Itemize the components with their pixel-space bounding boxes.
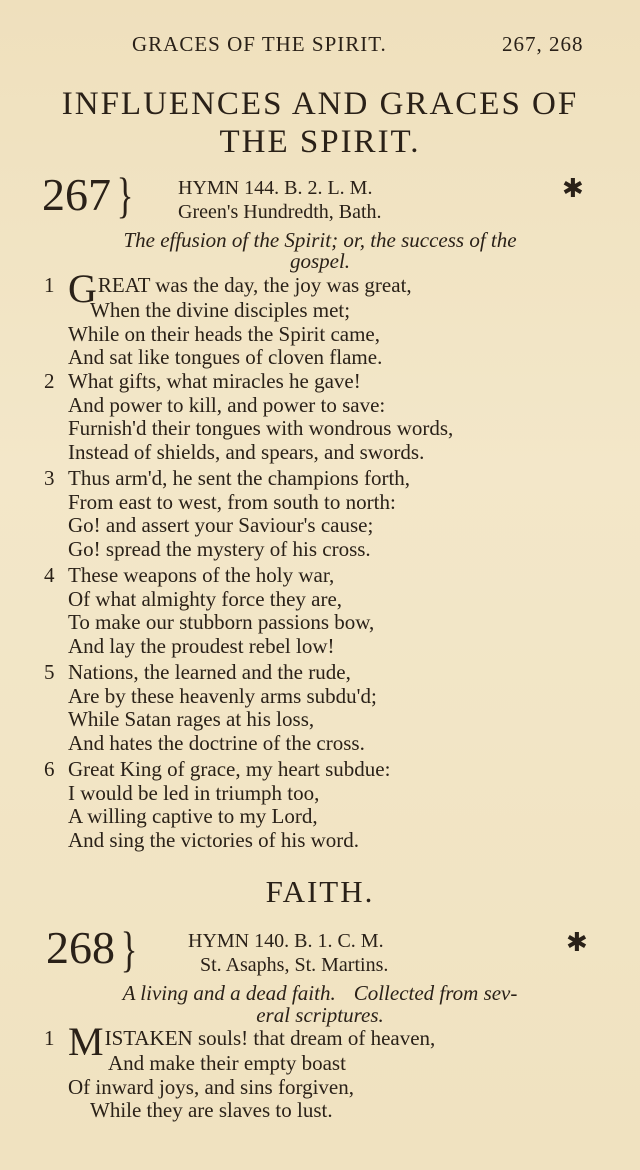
verse-line: From east to west, from south to north:	[68, 489, 396, 514]
hymn-267-stanza-3	[44, 467, 614, 561]
verse-line: Of what almighty force they are,	[68, 586, 343, 611]
hymn-267-subtitle: The effusion of the Spirit; or, the success of the	[123, 228, 517, 252]
verse-line: REAT was the day, the joy was great,	[97, 273, 412, 297]
verse-line: I would be led in triumph too,	[68, 780, 320, 805]
verse-line: To make our stubborn passions bow,	[68, 610, 375, 634]
stanza-number: 3	[44, 466, 55, 490]
hymn-267-brace: }	[116, 167, 134, 223]
hymn-267-meta-line1: HYMN 144. B. 2. L. M.	[178, 177, 373, 199]
verse-line: Go! spread the mystery of his cross.	[68, 536, 371, 561]
verse-line: Furnish'd their tongues with wondrous words,	[68, 416, 454, 440]
verse-line: And sat like tongues of cloven flame.	[68, 345, 383, 369]
section-title-faith: FAITH.	[265, 874, 375, 909]
hymn-268-number: 268	[46, 922, 115, 973]
verse-line: Great King of grace, my heart subdue:	[68, 757, 391, 781]
verse-line: Are by these heavenly arms subdu'd;	[68, 683, 377, 708]
verse-line: Go! and assert your Saviour's cause;	[68, 513, 374, 537]
section-title-influences-line2: THE SPIRIT.	[219, 124, 421, 160]
hymn-267-stanza-5	[44, 661, 614, 755]
verse-line: And make their empty boast	[108, 1051, 346, 1075]
section-title-influences: INFLUENCES AND GRACES OF	[61, 86, 579, 122]
verse-line: Instead of shields, and spears, and swords.	[68, 439, 425, 464]
verse-line: While on their heads the Spirit came,	[68, 321, 380, 346]
hymn-267-stanza-6	[44, 758, 614, 852]
hymn-268-subtitle-line2: eral scriptures.	[256, 1003, 384, 1027]
verse-line: A willing captive to my Lord,	[68, 804, 318, 828]
verse-line: What gifts, what miracles he gave!	[68, 369, 361, 393]
asterism-mark-icon: ✱	[562, 174, 584, 204]
hymn-268-tune-line: St. Asaphs, St. Martins.	[200, 954, 389, 976]
drop-cap: M	[68, 1019, 104, 1064]
hymn-267-number: 267	[42, 169, 111, 220]
hymn-268-brace: }	[120, 921, 138, 977]
stanza-number: 1	[44, 1026, 55, 1050]
verse-line: When the divine disciples met;	[90, 298, 351, 322]
hymn-268-meta-line1: HYMN 140. B. 1. C. M.	[188, 930, 384, 952]
hymn-268-subtitle-part2: Collected from sev-	[353, 981, 518, 1005]
running-head-title: GRACES OF THE SPIRIT.	[132, 32, 387, 56]
hymn-267-tune-line: Green's Hundredth, Bath.	[178, 201, 382, 223]
hymn-268-stanza-1	[44, 1019, 614, 1123]
verse-line: While they are slaves to lust.	[90, 1098, 333, 1122]
stanza-number: 5	[44, 660, 55, 684]
hymn-268-subtitle	[40, 982, 600, 1004]
verse-line: And sing the victories of his word.	[68, 827, 360, 852]
verse-line: And hates the doctrine of the cross.	[68, 730, 365, 755]
asterism-mark-icon: ✱	[566, 928, 588, 958]
stanza-number: 1	[44, 273, 55, 297]
verse-line: ISTAKEN souls! that dream of heaven,	[104, 1026, 436, 1050]
verse-line: And power to kill, and power to save:	[68, 392, 386, 417]
verse-line: These weapons of the holy war,	[68, 563, 335, 587]
stanza-number: 4	[44, 563, 55, 587]
hymn-267-stanza-2	[44, 370, 614, 464]
verse-line: Of inward joys, and sins forgiven,	[68, 1074, 354, 1099]
hymn-268-subtitle-part1: A living and a dead faith.	[122, 981, 336, 1005]
hymn-267-stanza-1	[44, 266, 614, 370]
stanza-number: 2	[44, 369, 55, 393]
verse-line: While Satan rages at his loss,	[68, 707, 315, 731]
drop-cap: G	[68, 266, 97, 311]
running-head-page-numbers: 267, 268	[502, 32, 584, 56]
stanza-number: 6	[44, 757, 55, 781]
hymn-267-subtitle-line2: gospel.	[289, 249, 351, 273]
verse-line: And lay the proudest rebel low!	[68, 633, 335, 658]
hymn-267-stanza-4	[44, 564, 614, 658]
verse-line: Thus arm'd, he sent the champions forth,	[68, 466, 411, 490]
verse-line: Nations, the learned and the rude,	[68, 660, 351, 684]
